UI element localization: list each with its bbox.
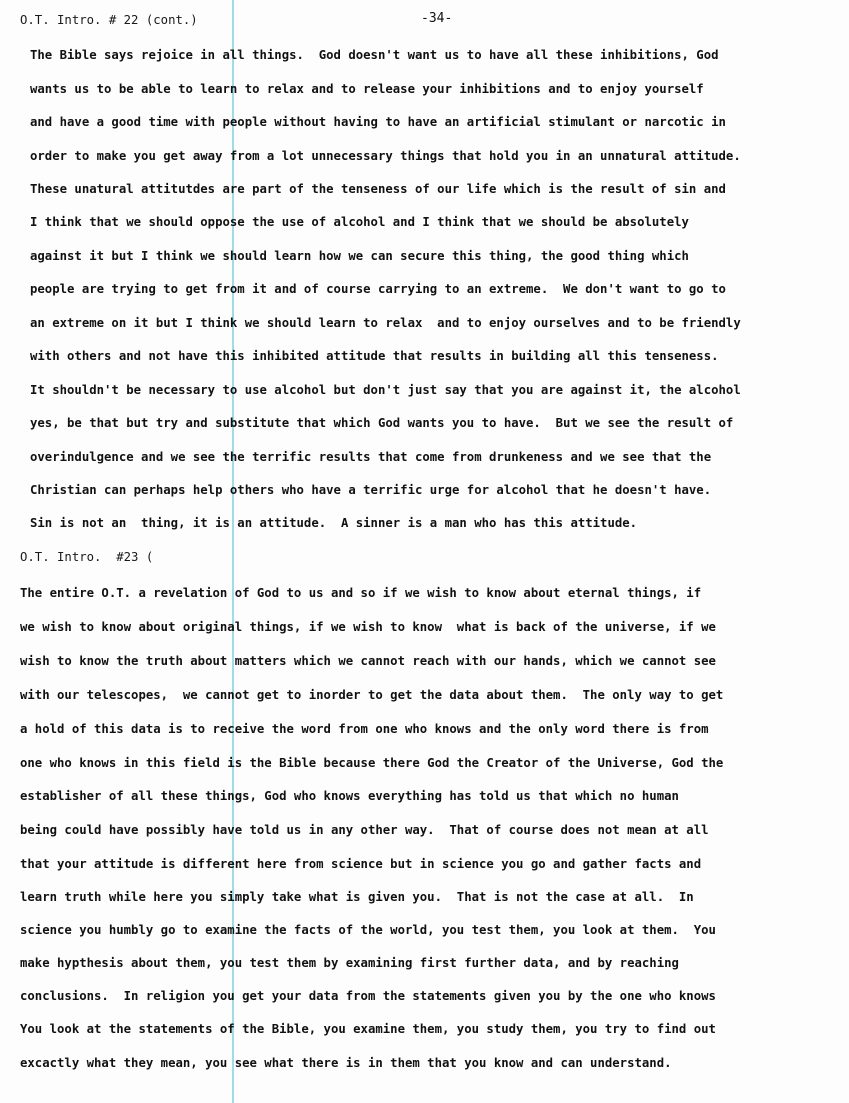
text-line: learn truth while here you simply take what is given you. That is not the case at all. In [20, 890, 694, 904]
text-line: I think that we should oppose the use of alcohol and I think that we should be absolutely [30, 215, 689, 229]
text-line: make hypthesis about them, you test them by examining first further data, and by reaching [20, 956, 679, 970]
running-header: O.T. Intro. # 22 (cont.) [20, 13, 198, 27]
text-line: a hold of this data is to receive the word from one who knows and the only word there is from [20, 722, 709, 736]
text-line: excactly what they mean, you see what there is in them that you know and can understand. [20, 1056, 672, 1070]
text-line: The entire O.T. a revelation of God to us and so if we wish to know about eternal things, if [20, 586, 702, 600]
text-line: conclusions. In religion you get your data from the statements given you by the one who knows [20, 989, 716, 1003]
text-line: It shouldn't be necessary to use alcohol but don't just say that you are against it, the alcohol [30, 383, 741, 397]
text-line: people are trying to get from it and of course carrying to an extreme. We don't want to go to [30, 282, 726, 296]
text-line: overindulgence and we see the terrific results that come from drunkeness and we see that the [30, 450, 712, 464]
text-line: Christian can perhaps help others who have a terrific urge for alcohol that he doesn't have. [30, 483, 712, 497]
text-line: yes, be that but try and substitute that which God wants you to have. But we see the result of [30, 416, 734, 430]
text-line: with our telescopes, we cannot get to inorder to get the data about them. The only way to get [20, 688, 724, 702]
text-line: against it but I think we should learn how we can secure this thing, the good thing which [30, 249, 689, 263]
text-line: one who knows in this field is the Bible because there God the Creator of the Universe, God the [20, 756, 724, 770]
text-line: wish to know the truth about matters which we cannot reach with our hands, which we cannot see [20, 654, 716, 668]
text-line: establisher of all these things, God who knows everything has told us that which no human [20, 789, 679, 803]
text-line: wants us to be able to learn to relax and to release your inhibitions and to enjoy yourself [30, 82, 704, 96]
text-line: with others and not have this inhibited attitude that results in building all this tenseness. [30, 349, 719, 363]
text-line: order to make you get away from a lot unnecessary things that hold you in an unnatural attitude. [30, 149, 741, 163]
text-line: Sin is not an thing, it is an attitude. A sinner is a man who has this attitude. [30, 516, 638, 530]
text-line: an extreme on it but I think we should learn to relax and to enjoy ourselves and to be friendly [30, 316, 741, 330]
text-line: that your attitude is different here from science but in science you go and gather facts and [20, 857, 702, 871]
text-line: These unatural attitutdes are part of the tenseness of our life which is the result of sin and [30, 182, 726, 196]
text-line: and have a good time with people without having to have an artificial stimulant or narcotic in [30, 115, 726, 129]
section-heading: O.T. Intro. #23 ( [20, 550, 154, 564]
text-line: we wish to know about original things, if we wish to know what is back of the universe, if we [20, 620, 716, 634]
text-line: being could have possibly have told us in any other way. That of course does not mean at all [20, 823, 709, 837]
page-number: -34- [421, 11, 453, 26]
text-line: science you humbly go to examine the facts of the world, you test them, you look at them. You [20, 923, 716, 937]
text-line: You look at the statements of the Bible, you examine them, you study them, you try to find out [20, 1022, 716, 1036]
text-line: The Bible says rejoice in all things. God doesn't want us to have all these inhibitions, God [30, 48, 719, 62]
